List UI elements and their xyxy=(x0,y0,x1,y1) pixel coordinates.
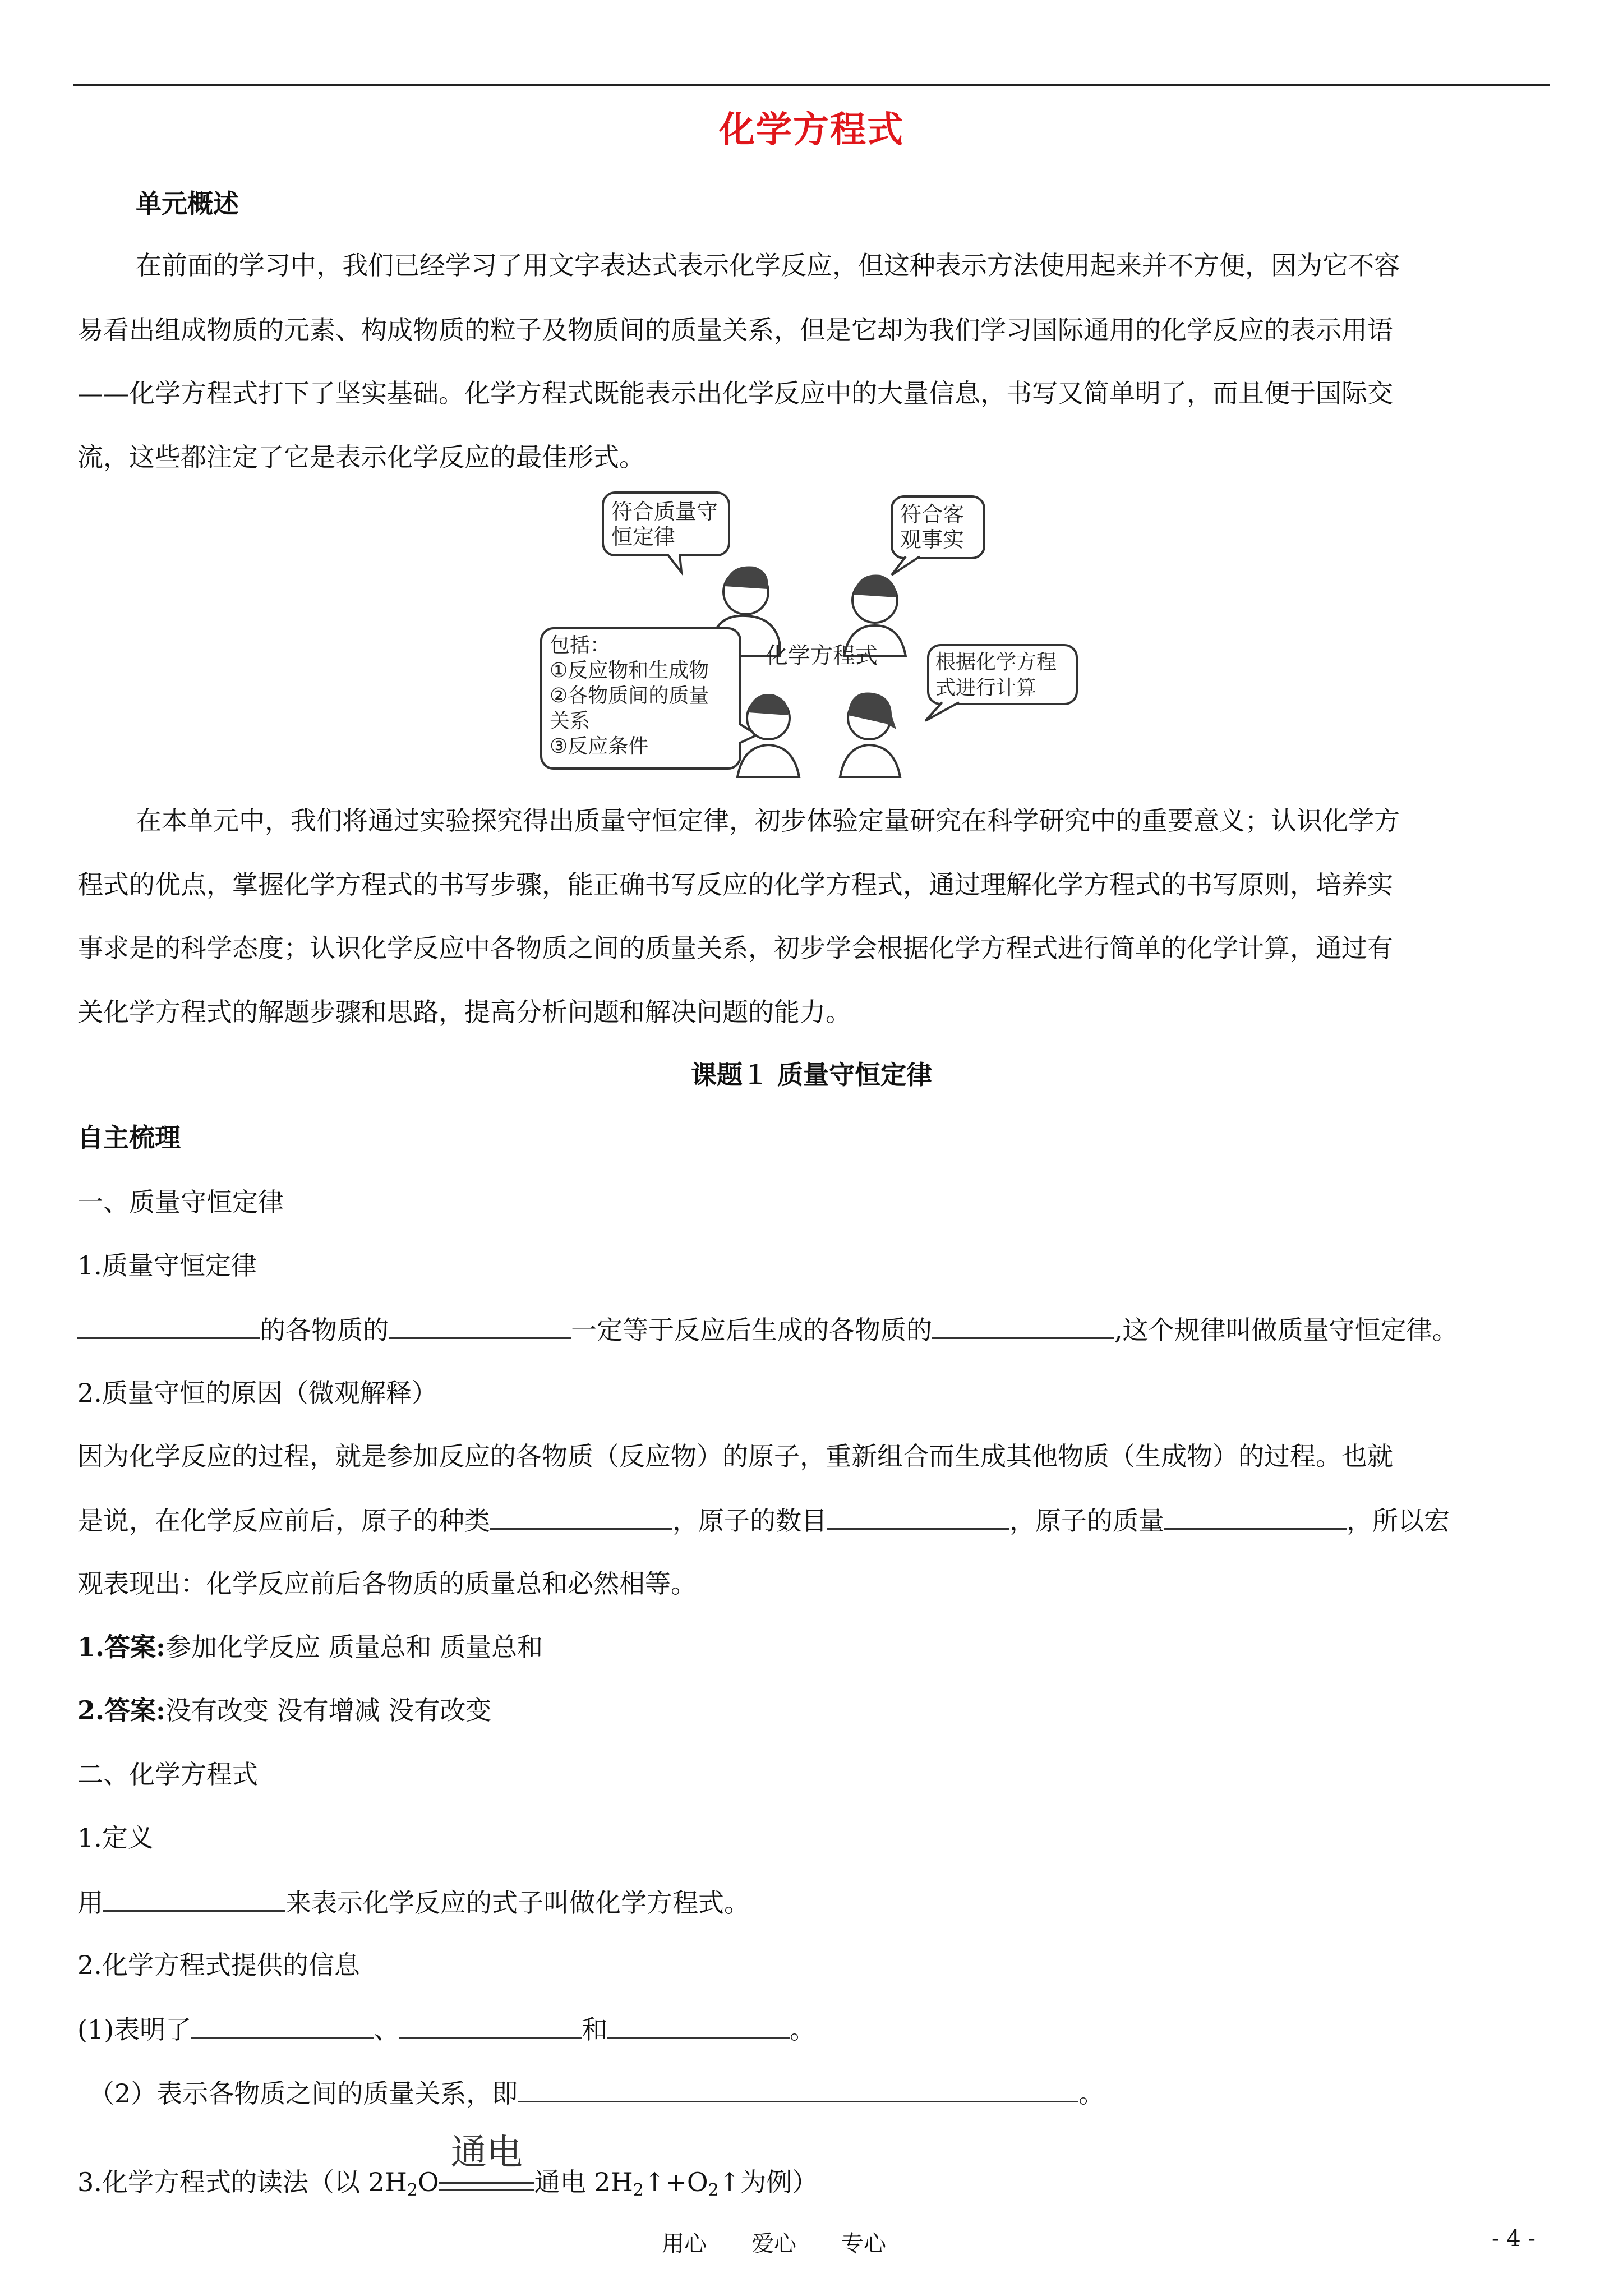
overview-para2-line4: 关化学方程式的解题步骤和思路，提高分析问题和解决问题的能力。 xyxy=(77,997,851,1027)
blank-info-c[interactable] xyxy=(607,2016,790,2039)
bubble-right-line2: 式进行计算 xyxy=(935,677,1037,700)
self-study-heading: 自主梳理 xyxy=(77,1122,181,1153)
blank-definition[interactable] xyxy=(103,1889,285,1912)
section2-heading: 二、化学方程式 xyxy=(77,1759,258,1789)
bubble-tr-line2: 观事实 xyxy=(900,527,965,552)
bubble-tl-line1: 符合质量守 xyxy=(611,499,718,524)
overview-para2-line2: 程式的优点，掌握化学方程式的书写步骤，能正确书写反应的化学方程式，通过理解化学方程式的书写原则，培养实 xyxy=(77,869,1393,900)
bubble-left-line5: ③反应条件 xyxy=(550,735,649,758)
blank-info-a[interactable] xyxy=(191,2016,374,2039)
bubble-calculation xyxy=(925,645,1077,721)
bubble-includes xyxy=(541,628,757,769)
overview-para1-line1: 在前面的学习中，我们已经学习了用文字表达式表示化学反应，但这种表示方法使用起来并不方便，因为它不容 xyxy=(136,250,1400,280)
mass-law-fill-line: 的各物质的 一定等于反应后生成的各物质的 ,这个规律叫做质量守恒定律。 xyxy=(77,1316,1547,1343)
blank-atom-kind[interactable] xyxy=(490,1507,672,1530)
bubble-left-line2: ①反应物和生成物 xyxy=(550,659,709,682)
answer-1: 1.答案:参加化学反应 质量总和 质量总和 xyxy=(77,1632,543,1662)
header-rule xyxy=(73,84,1550,86)
bubble-left-line3: ②各物质间的质量 xyxy=(550,684,709,707)
blank-2[interactable] xyxy=(389,1316,571,1339)
answer-2: 2.答案:没有改变 没有增减 没有改变 xyxy=(77,1695,492,1726)
overview-para1-line4: 流，这些都注定了它是表示化学反应的最佳形式。 xyxy=(77,442,645,472)
unit-overview-heading: 单元概述 xyxy=(136,188,239,219)
reading-method-line: 3.化学方程式的读法（以 $2H_2O$ 通电 通电 $2H_2↑+O_2↑$为例） xyxy=(77,2132,818,2200)
concept-illustration xyxy=(533,488,1082,780)
blank-1[interactable] xyxy=(77,1316,260,1339)
blank-atom-number[interactable] xyxy=(827,1507,1009,1530)
section1-item1: 1.质量守恒定律 xyxy=(77,1250,257,1281)
section2-item2: 2.化学方程式提供的信息 xyxy=(77,1950,360,1980)
equals-double-line xyxy=(439,2182,534,2191)
bubble-tr-line1: 符合客 xyxy=(900,502,965,527)
bubble-left-line4: 关系 xyxy=(550,710,591,733)
bubble-right-line1: 根据化学方程 xyxy=(935,651,1057,674)
page-title: 化学方程式 xyxy=(719,109,904,151)
person-girl-icon xyxy=(840,693,900,777)
definition-line: 用 来表示化学反应的式子叫做化学方程式。 xyxy=(77,1888,750,1918)
center-label: 化学方程式 xyxy=(766,643,878,669)
electrolysis-condition: 通电 xyxy=(439,2132,534,2199)
section2-item1: 1.定义 xyxy=(77,1823,154,1853)
overview-para1-line2: 易看出组成物质的元素、构成物质的粒子及物质间的质量关系，但是它却为我们学习国际通用的化学反应的表示用语 xyxy=(77,315,1393,345)
overview-para2-line1: 在本单元中，我们将通过实验探究得出质量守恒定律，初步体验定量研究在科学研究中的重要意义；认识化学方 xyxy=(136,806,1400,836)
blank-atom-mass[interactable] xyxy=(1164,1507,1347,1530)
section1-heading: 一、质量守恒定律 xyxy=(77,1187,284,1217)
micro-explanation-line3: 观表现出：化学反应前后各物质的质量总和必然相等。 xyxy=(77,1568,697,1599)
bubble-tl-line2: 恒定律 xyxy=(611,524,676,549)
footer-motto: 用心 爱心 专心 xyxy=(662,2231,886,2257)
micro-explanation-line2: 是说，在化学反应前后，原子的种类 ，原子的数目 ，原子的质量 ，所以宏 xyxy=(77,1506,1450,1536)
page-number: - 4 - xyxy=(1492,2226,1536,2252)
blank-3[interactable] xyxy=(932,1316,1114,1339)
bubble-mass-conservation xyxy=(603,493,729,572)
lesson-title: 课题１ 质量守恒定律 xyxy=(690,1060,932,1090)
info-line1: (1)表明了 、 和 。 xyxy=(77,2014,816,2045)
bubble-objective-facts xyxy=(892,496,984,575)
overview-para1-line3: ——化学方程式打下了坚实基础。化学方程式既能表示出化学反应中的大量信息，书写又简单明了，而且便于国际交 xyxy=(77,378,1393,408)
overview-para2-line3: 事求是的科学态度；认识化学反应中各物质之间的质量关系，初步学会根据化学方程式进行简单的化学计算，通过有 xyxy=(77,933,1393,963)
bubble-left-line1: 包括： xyxy=(550,634,611,657)
blank-info-b[interactable] xyxy=(399,2016,582,2039)
section1-item2: 2.质量守恒的原因（微观解释） xyxy=(77,1378,437,1408)
micro-explanation-line1: 因为化学反应的过程，就是参加反应的各物质（反应物）的原子，重新组合而生成其他物质（生成物）的过程。也就 xyxy=(77,1441,1393,1471)
blank-mass-relation[interactable] xyxy=(518,2079,1078,2102)
info-line2: （2）表示各物质之间的质量关系，即 。 xyxy=(89,2078,1105,2109)
